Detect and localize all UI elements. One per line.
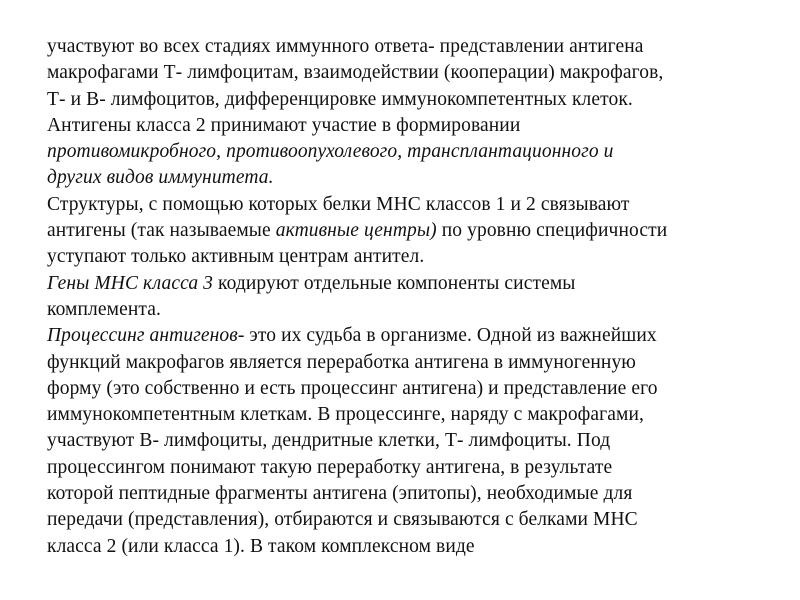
text-segment: участвуют во всех стадиях иммунного ответа- представлении антигена: [47, 36, 644, 57]
text-line: [47, 113, 787, 139]
text-segment: передачи (представления), отбираются и связываются с белками МНС: [47, 509, 638, 531]
text-segment: форму (это собственно и есть процессинг антигена) и представление его: [47, 377, 658, 399]
text-segment: Структуры, с помощью которых белки МНС классов 1 и 2 связывают: [47, 193, 630, 215]
text-segment: функций макрофагов является переработка антигена в иммуногенную: [47, 351, 636, 373]
text-line: [47, 534, 787, 560]
italic-text-segment: активные центры): [275, 220, 437, 242]
text-segment: уступают только активным центрам антител.: [47, 246, 425, 268]
text-segment: которой пептидные фрагменты антигена (эпитопы), необходимые для: [47, 483, 633, 505]
italic-text-segment: других видов иммунитета.: [47, 167, 274, 189]
text-line: [47, 192, 787, 218]
text-segment: иммунокомпетентным клеткам. В процессинге, наряду с макрофагами,: [47, 404, 644, 426]
text-line: [47, 507, 787, 533]
text-segment: участвуют В- лимфоциты, дендритные клетки, Т- лимфоциты. Под: [47, 430, 611, 452]
text-segment: кодируют отдельные компоненты системы: [213, 272, 576, 294]
text-segment: макрофагами Т- лимфоцитам, взаимодействии (кооперации) макрофагов,: [47, 62, 664, 84]
italic-text-segment: Процессинг антигенов: [47, 325, 238, 347]
text-line: [47, 323, 787, 349]
text-line: [47, 139, 787, 165]
text-line: [47, 165, 787, 191]
text-line: [47, 376, 787, 402]
text-line: [47, 244, 787, 270]
text-segment: комплемента.: [47, 298, 161, 320]
text-line: [47, 87, 787, 113]
text-line: [47, 481, 787, 507]
text-line: [47, 455, 787, 481]
text-segment: - это их судьба в организме. Одной из важнейших: [237, 325, 657, 347]
text-segment: Т- и В- лимфоцитов, дифференцировке иммунокомпетентных клеток.: [47, 88, 633, 110]
text-line: [47, 60, 787, 86]
text-line: [47, 271, 787, 297]
text-line: [47, 34, 787, 60]
text-line: [47, 218, 787, 244]
italic-text-segment: Гены МНС класса 3: [47, 272, 214, 294]
text-segment: Антигены класса 2 принимают участие в формировании: [47, 114, 521, 136]
text-line: [47, 350, 787, 376]
text-segment: класса 2 (или класса 1). В таком комплексном виде: [47, 535, 475, 557]
text-segment: процессингом понимают такую переработку антигена, в результате: [47, 456, 613, 478]
text-line: [47, 428, 787, 454]
text-segment: антигены (так называемые: [47, 220, 276, 242]
document-body: [47, 34, 787, 560]
italic-text-segment: противомикробного, противоопухолевого, трансплантационного и: [47, 141, 614, 163]
text-line: [47, 402, 787, 428]
text-segment: по уровню специфичности: [436, 220, 668, 242]
text-line: [47, 297, 787, 323]
